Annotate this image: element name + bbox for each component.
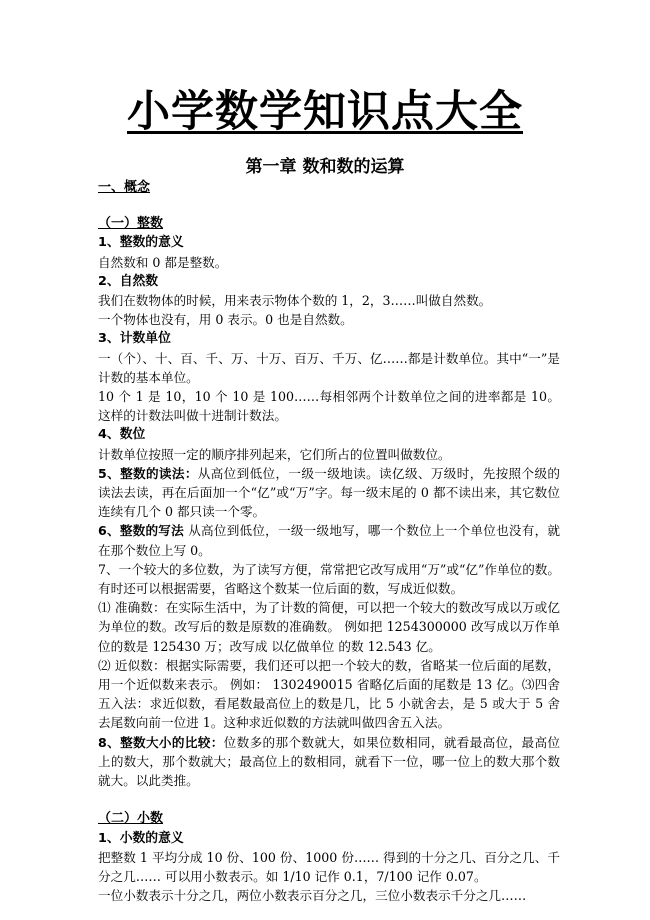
heading-decimal-meaning: 1、小数的意义 (98, 830, 184, 846)
subsection-heading-integers: （一）整数 (98, 216, 164, 232)
paragraph-approximate-number: ⑵ 近似数：根据实际需要，我们还可以把一个较大的数，省略某一位后面的尾数，用一个近似数来表示。 例如： 1302490015 省略亿后面的尾数是 13 亿。⑶四舍五入法：求近似数，看尾数最高位上的数是几，比 5 小就舍去，是 5 或大于 5 舍去尾数向前一位进 1。这种求近似数的方法就叫做四舍五入法。 (98, 657, 560, 731)
heading-integer-comparison: 8、整数大小的比较： (98, 734, 224, 750)
document-body (98, 178, 560, 905)
paragraph-text: 从高位到低位，一级一级地写，哪一个数位上一个单位也没有，就在那个数位上写 0。 (98, 523, 560, 558)
paragraph-reading (98, 464, 560, 522)
paragraph: 一个物体也没有，用 0 表示。0 也是自然数。 (98, 312, 353, 328)
paragraph: 一（个）、十、百、千、万、十万、百万、千万、亿……都是计数单位。其中“一”是计数的基本单位。 (98, 350, 560, 385)
paragraph-exact-number: ⑴ 准确数：在实际生活中，为了计数的简便，可以把一个较大的数改写成以万或亿为单位的数。改写后的数是原数的准确数。 例如把 1254300000 改写成以万作单位的数是 125430 万；改写成 以亿做单位 的数 12.543 亿。 (98, 600, 560, 654)
chapter-title: 第一章 数和数的运算 (245, 157, 405, 177)
paragraph: 自然数和 0 都是整数。 (98, 254, 228, 270)
section-heading-concepts: 一、概念 (98, 180, 151, 195)
paragraph: 计数单位按照一定的顺序排列起来，它们所占的位置叫做数位。 (98, 446, 451, 462)
paragraph-writing (98, 521, 560, 559)
paragraph: 我们在数物体的时候，用来表示物体个数的 1，2，3……叫做自然数。 (98, 293, 492, 309)
heading-natural-numbers: 2、自然数 (98, 273, 159, 289)
heading-digit-place: 4、数位 (98, 427, 146, 443)
heading-integer-reading: 5、整数的读法： (98, 465, 198, 481)
paragraph: 把整数 1 平均分成 10 份、100 份、1000 份…… 得到的十分之几、百分之几、千分之几…… 可以用小数表示。如 1/10 记作 0.1，7/100 记作 0.07。 (98, 849, 560, 884)
paragraph-text: 位数多的那个数就大，如果位数相同，就看最高位，最高位上的数大，那个数就大；最高位上的数相同，就看下一位，哪一位上的数大那个数就大。以此类推。 (98, 734, 561, 789)
heading-integer-meaning: 1、整数的意义 (98, 235, 184, 251)
paragraph-comparison (98, 733, 560, 791)
heading-counting-units: 3、计数单位 (98, 331, 171, 347)
paragraph-text: 从高位到低位，一级一级地读。读亿级、万级时，先按照个级的读法去读，再在后面加一个“亿”或“万”字。每一级末尾的 0 都不读出来，其它数位连续有几个 0 都只读一个零。 (98, 465, 560, 520)
paragraph-rewriting: 7、一个较大的多位数，为了读写方便，常常把它改写成用“万”或“亿”作单位的数。有时还可以根据需要，省略这个数某一位后面的数，写成近似数。 (98, 561, 560, 597)
document-title: 小学数学知识点大全 (127, 87, 523, 137)
heading-integer-writing: 6、整数的写法 (98, 523, 184, 539)
paragraph: 10 个 1 是 10，10 个 10 是 100……每相邻两个计数单位之间的进率都是 10。这样的计数法叫做十进制计数法。 (98, 389, 560, 424)
paragraph: 一位小数表示十分之几，两位小数表示百分之几，三位小数表示千分之几…… (98, 888, 527, 904)
subsection-heading-decimals: （二）小数 (98, 811, 164, 827)
spacer (98, 790, 560, 809)
